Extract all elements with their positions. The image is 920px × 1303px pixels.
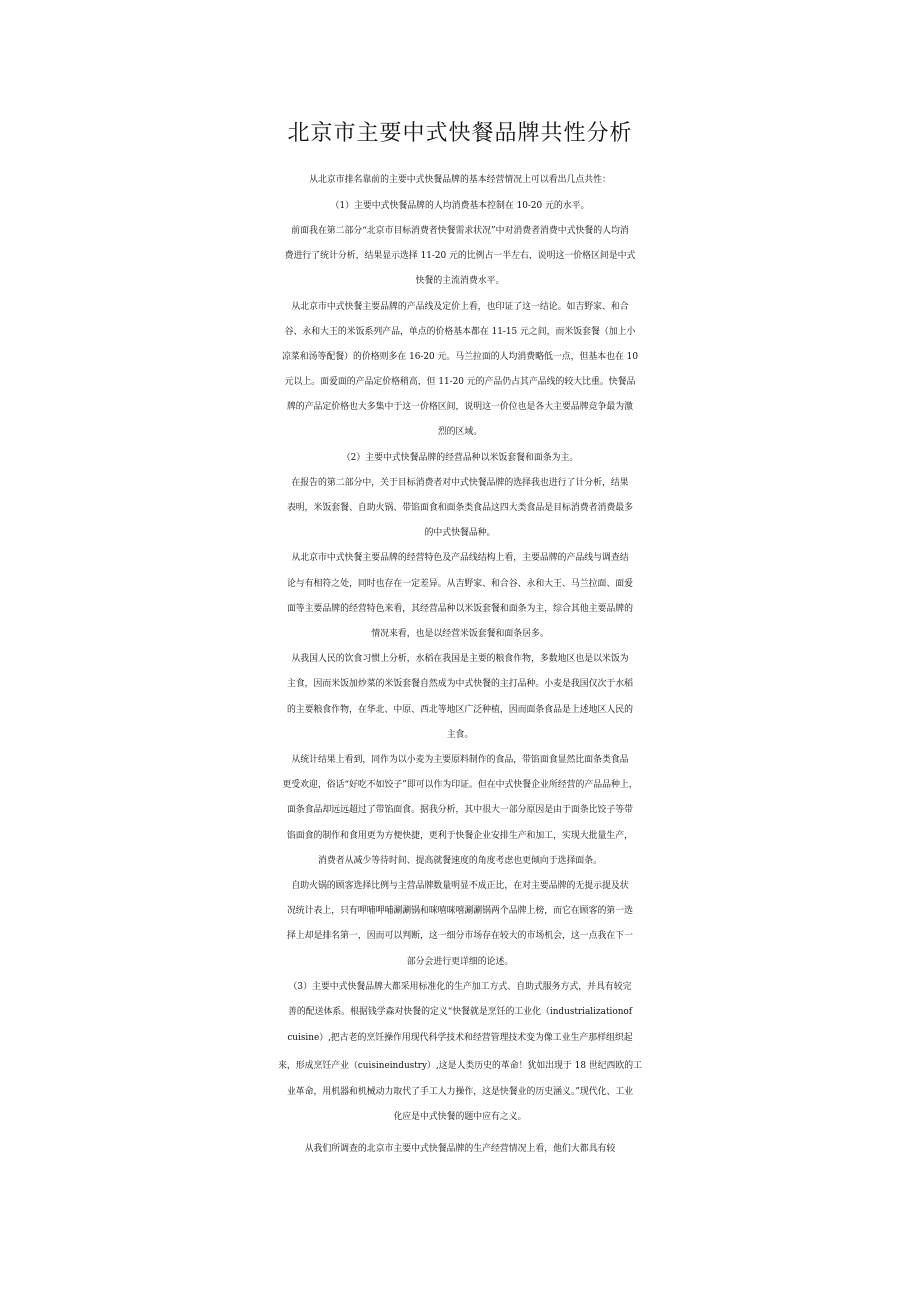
text-line: 论与有相符之处，同时也存在一定差异。从吉野家、和合谷、永和大王、马兰拉面、面爱: [286, 579, 634, 589]
text-line: 表明，米饭套餐、自助火锅、带馅面食和面条类食品这四大类食品是目标消费者消费最多: [286, 503, 634, 513]
text-line: 费进行了统计分析，结果显示选择 11-20 元的比例占一半左右，说明这一价格区间是中式: [284, 251, 636, 261]
text-line: 业革命，用机器和机械动力取代了手工人力操作，这是快餐业的历史涵义。”现代化、工业: [286, 1087, 634, 1097]
text-line: 自助火锅的顾客选择比例与主营品牌数量明显不成正比，在对主要品牌的无提示提及状: [291, 881, 629, 891]
text-line: 更受欢迎，俗话“好吃不如饺子”即可以作为印证。但在中式快餐企业所经营的产品品种上，: [282, 780, 638, 790]
text-line: 的主要粮食作物，在华北、中原、西北等地区广泛种植，因而面条食品是上述地区人民的: [286, 705, 634, 715]
text-line: 情况来看，也是以经营米饭套餐和面条居多。: [371, 629, 549, 639]
text-line: 来，形成烹饪产业（cuisineindustry）,这是人类历史的革命！犹如出现于 18 世纪西欧的工: [277, 1061, 643, 1071]
text-line: 的中式快餐品种。: [424, 528, 496, 538]
text-line: 从北京市排名靠前的主要中式快餐品牌的基本经营情况上可以看出几点共性：: [309, 175, 611, 185]
text-line: 从我们所调查的北京市主要中式快餐品牌的生产经营情况上看，他们大都具有较: [304, 1144, 616, 1154]
text-line: 在报告的第二部分中，关于目标消费者对中式快餐品牌的选择我也进行了计分析，结果: [291, 478, 629, 488]
text-line: 元以上。面爱面的产品定价格稍高，但 11-20 元的产品仍占其产品线的较大比重。快餐品: [284, 377, 636, 387]
text-line: （2）主要中式快餐品牌的经营品种以米饭套餐和面条为主。: [341, 453, 579, 463]
text-line: 烈的区域。: [437, 427, 483, 437]
text-line: 善的配送体系。根据钱学森对快餐的定义“快餐就是烹饪的工业化（industrializationof: [287, 1007, 633, 1017]
text-line: 择上却是排名第一，因而可以判断，这一细分市场存在较大的市场机会，这一点我在下一: [286, 931, 634, 941]
text-line: 馅面食的制作和食用更为方便快捷，更利于快餐企业安排生产和加工，实现大批量生产，: [286, 831, 634, 841]
text-line: 从北京市中式快餐主要品牌的经营特色及产品线结构上看，主要品牌的产品线与调查结: [291, 553, 629, 563]
text-line: 部分会进行更详细的论述。: [406, 957, 514, 967]
text-line: 从北京市中式快餐主要品牌的产品线及定价上看，也印证了这一结论。如吉野家、和合: [291, 302, 629, 312]
text-line: 牌的产品定价格也大多集中于这一价格区间，说明这一价位也是各大主要品牌竞争最为激: [286, 402, 634, 412]
text-line: 主食，因而米饭加炒菜的米饭套餐自然成为中式快餐的主打品种。小麦是我国仅次于水稻: [286, 679, 634, 689]
text-line: 面条食品却远远超过了带馅面食。据我分析，其中很大一部分原因是由于面条比饺子等带: [286, 805, 634, 815]
text-line: cuisine）,把古老的烹饪操作用现代科学技术和经营管理技术变为像工业生产那样组织起: [287, 1033, 633, 1043]
text-line: 况统计表上，只有呷哺呷哺涮涮锅和咪嘻咪嘻涮涮锅两个品牌上榜，而它在顾客的第一选: [286, 906, 634, 916]
text-line: 化应是中式快餐的题中应有之义。: [393, 1112, 527, 1122]
text-line: 快餐的主流消费水平。: [415, 276, 505, 286]
text-line: 从我国人民的饮食习惯上分析，水稻在我国是主要的粮食作物，多数地区也是以米饭为: [291, 654, 629, 664]
text-line: （1）主要中式快餐品牌的人均消费基本控制在 10-20 元的水平。: [330, 201, 590, 211]
document-title: 北京市主要中式快餐品牌共性分析: [287, 121, 633, 146]
text-line: 前面我在第二部分“北京市目标消费者快餐需求状况”中对消费者消费中式快餐的人均消: [291, 226, 629, 236]
text-line: 凉菜和汤等配餐）的价格则多在 16-20 元。马兰拉面的人均消费略低一点，但基本也在 10: [282, 352, 638, 362]
text-line: 谷、永和大王的米饭系列产品，单点的价格基本都在 11-15 元之间，而米饭套餐（加上小: [284, 327, 636, 337]
text-line: 主食。: [446, 730, 474, 740]
text-line: （3）主要中式快餐品牌大都采用标准化的生产加工方式、自助式服务方式，并具有较完: [288, 982, 632, 992]
text-line: 消费者从减少等待时间、提高就餐速度的角度考虑也更倾向于选择面条。: [318, 856, 602, 866]
text-line: 面等主要品牌的经营特色来看，其经营品种以米饭套餐和面条为主，综合其他主要品牌的: [286, 604, 634, 614]
text-line: 从统计结果上看到，同作为以小麦为主要原料制作的食品，带馅面食显然比面条类食品: [291, 755, 629, 765]
